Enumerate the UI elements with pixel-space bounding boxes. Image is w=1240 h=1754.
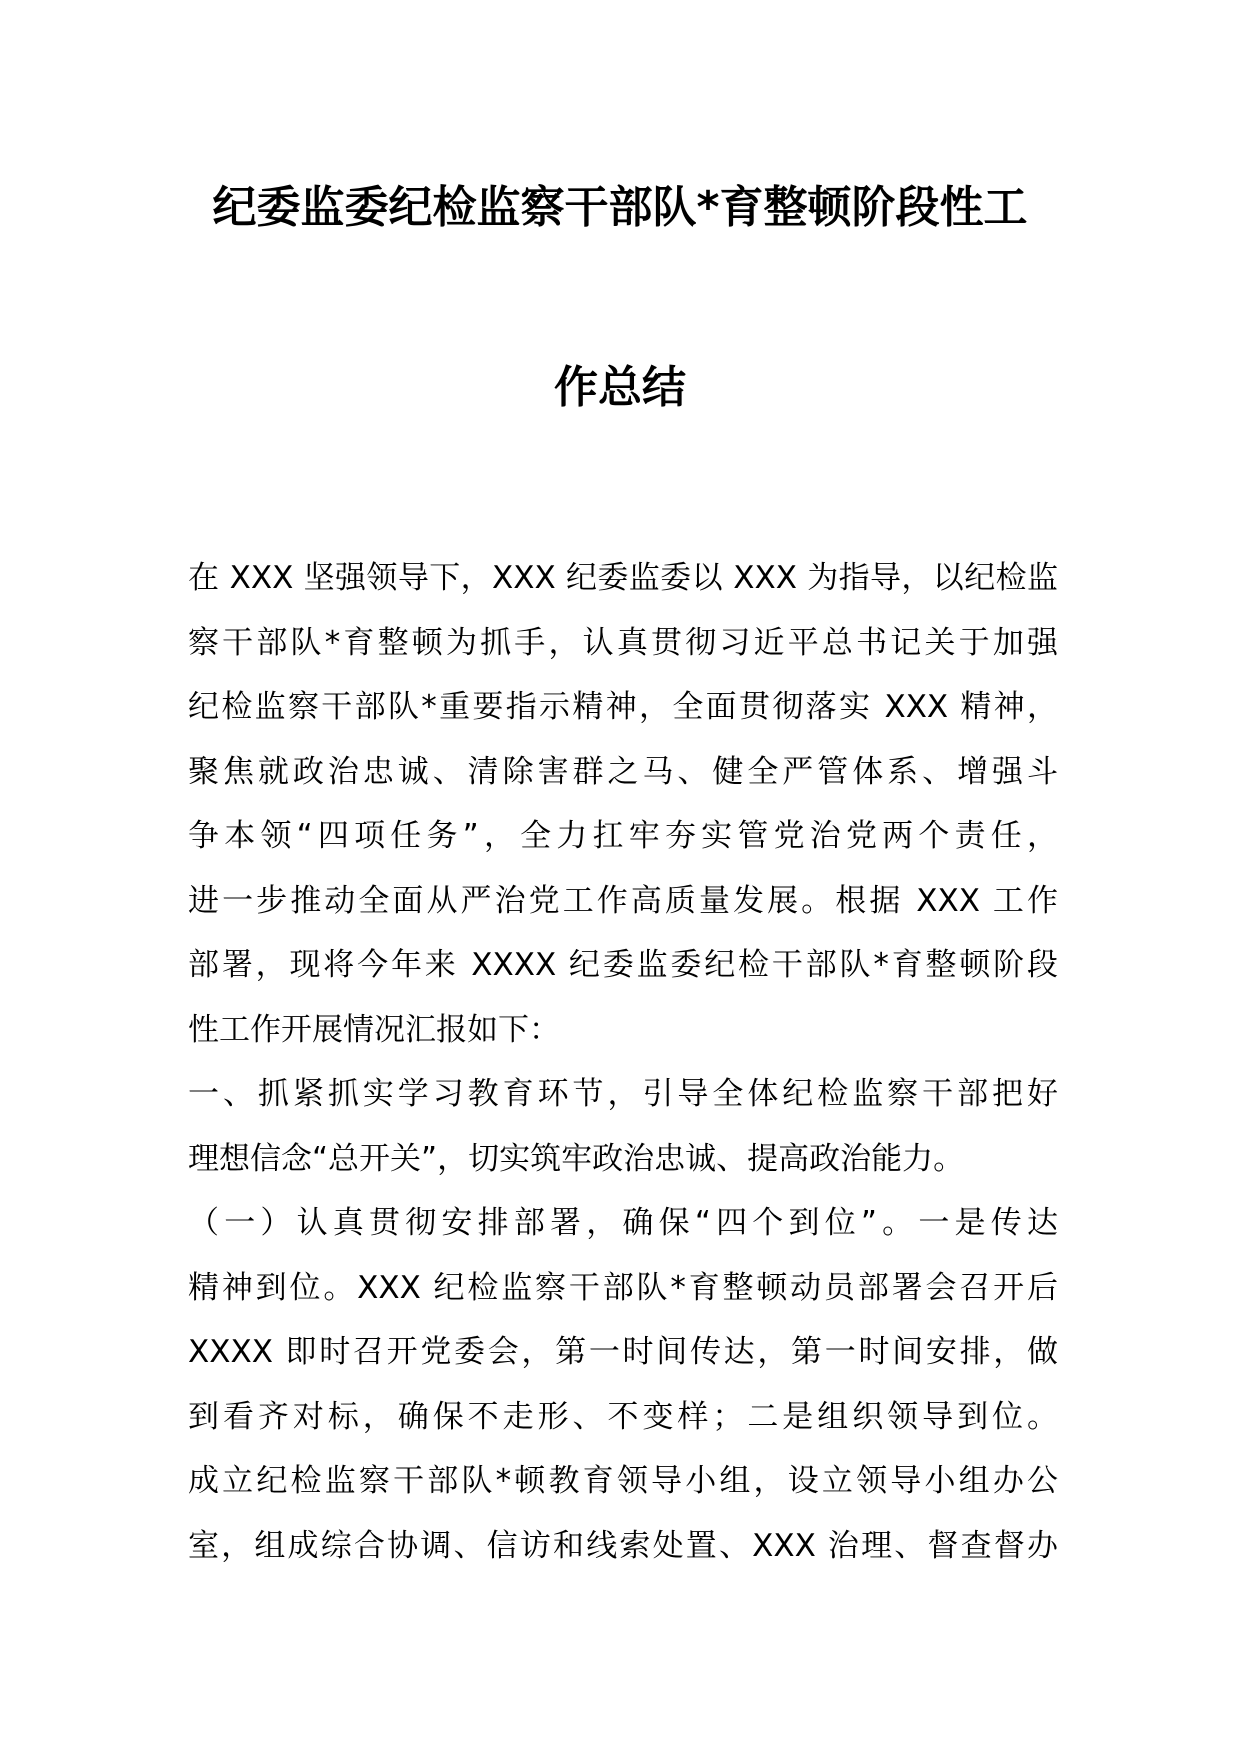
subsection-1-line-3: XXXX 即时召开党委会，第一时间传达，第一时间安排，做 xyxy=(188,1334,1058,1370)
document-body xyxy=(188,546,1058,1578)
subsection-1-line-4: 到看齐对标，确保不走形、不变样；二是组织领导到位。 xyxy=(188,1398,1058,1435)
body-line-intro-2: 察干部队*育整顿为抓手，认真贯彻习近平总书记关于加强 xyxy=(188,624,1058,661)
subsection-1-line-5: 成立纪检监察干部队*顿教育领导小组，设立领导小组办公 xyxy=(188,1463,1058,1499)
subsection-1-line-6: 室，组成综合协调、信访和线索处置、XXX 治理、督查督办 xyxy=(188,1527,1058,1564)
body-line-intro-4: 聚焦就政治忠诚、清除害群之马、健全严管体系、增强斗 xyxy=(188,753,1058,790)
section-heading-1-line-1: 一、抓紧抓实学习教育环节，引导全体纪检监察干部把好 xyxy=(188,1076,1058,1112)
body-line-intro-3: 纪检监察干部队*重要指示精神，全面贯彻落实 XXX 精神， xyxy=(188,689,1058,725)
section-heading-1-line-2: 理想信念“总开关”，切实筑牢政治忠诚、提高政治能力。 xyxy=(188,1140,965,1177)
body-line-intro-5: 争本领“四项任务”，全力扛牢夯实管党治党两个责任， xyxy=(188,818,1058,854)
body-line-intro-1: 在 XXX 坚强领导下，XXX 纪委监委以 XXX 为指导，以纪检监 xyxy=(188,560,1058,596)
document-title-line-1: 纪委监委纪检监察干部队*育整顿阶段性工 xyxy=(212,182,1028,233)
subsection-1-line-1: （一）认真贯彻安排部署，确保“四个到位”。一是传达 xyxy=(188,1205,1058,1241)
document-title-line-2: 作总结 xyxy=(554,362,686,413)
body-line-intro-7: 部署，现将今年来 XXXX 纪委监委纪检干部队*育整顿阶段 xyxy=(188,947,1058,983)
subsection-1-line-2: 精神到位。XXX 纪检监察干部队*育整顿动员部署会召开后 xyxy=(188,1269,1058,1306)
body-line-intro-6: 进一步推动全面从严治党工作高质量发展。根据 XXX 工作 xyxy=(188,882,1058,919)
body-line-intro-8: 性工作开展情况汇报如下： xyxy=(188,1011,560,1048)
